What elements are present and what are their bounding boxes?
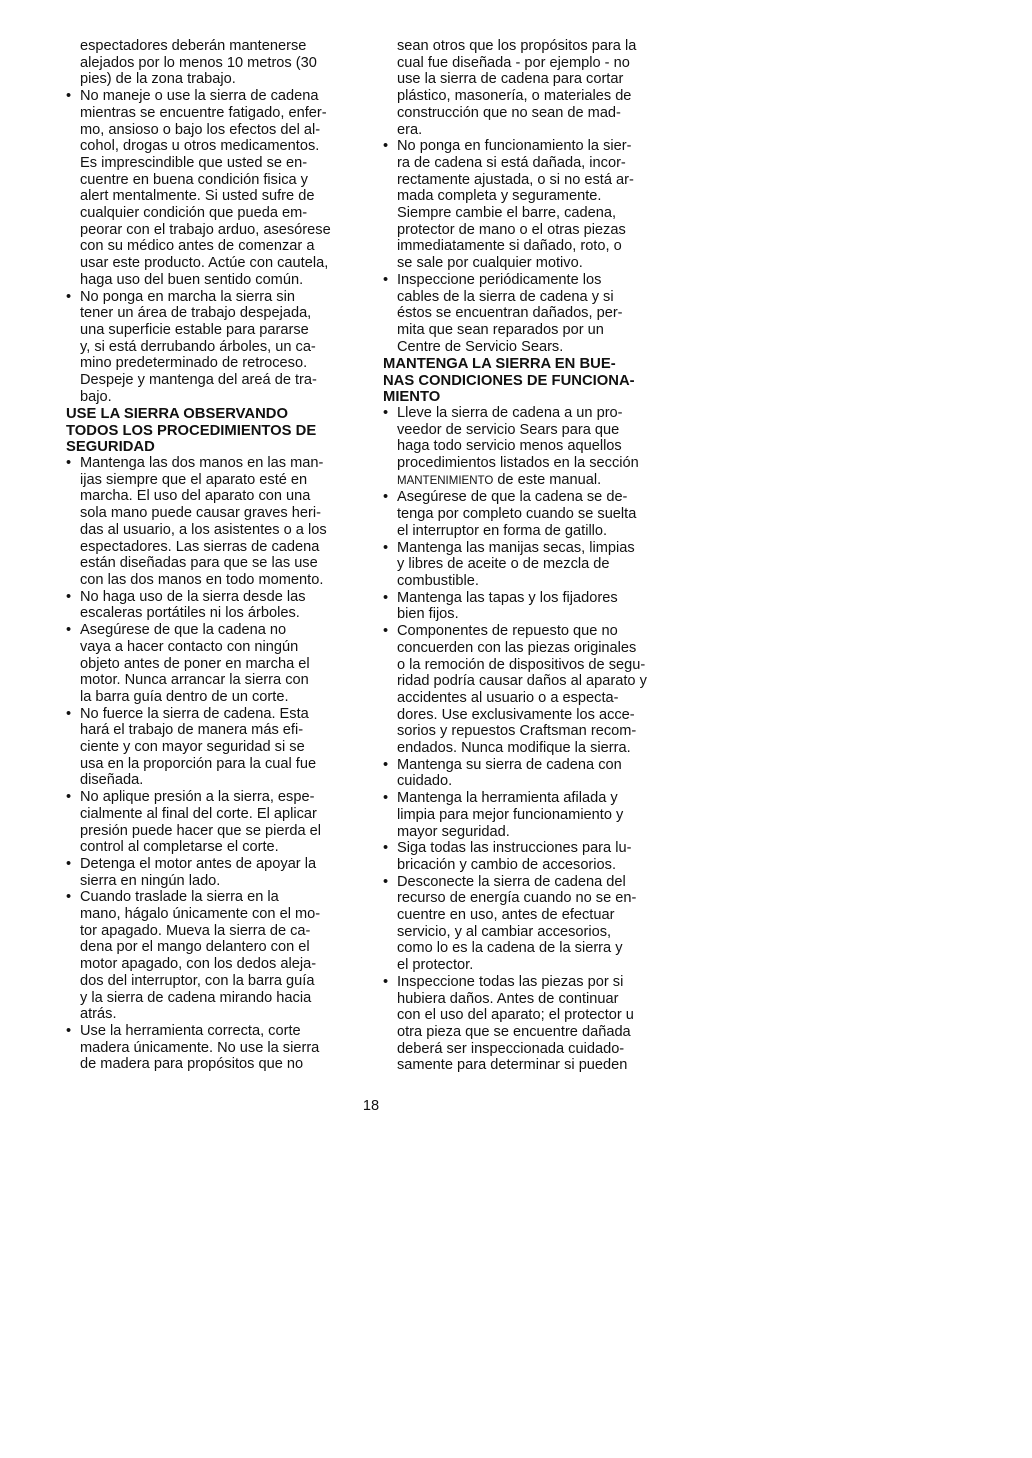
bullet-item: [383, 590, 673, 623]
bullet-dot: •: [383, 840, 389, 857]
bullet-text: No fuerce la sierra de cadena. Esta hará el trabajo de manera más efi- ciente y con mayor seguridad si se usa en la proporción para la cual fue diseñada.: [80, 705, 317, 789]
bullet-dot: •: [383, 404, 389, 421]
bullet-text: No haga uso de la sierra desde las escaleras portátiles ni los árboles.: [80, 588, 306, 622]
bullet-text: No maneje o use la sierra de cadena mientras se encuentre fatigado, enfer- mo, ansioso o bajo los efectos del al- cohol, drogas u otros medicamentos. Es imprescindible que usted se en- cuentre en buena condición fisica y alert mentalmente. Si usted sufre de cualquier condición que pueda em- peorar con el trabajo arduo, asesórese con su médico antes de comenzar a usar este producto. Actúe con cautela, haga uso del buen sentido común.: [80, 88, 331, 288]
bullet-item: [383, 540, 673, 590]
bullet-item: [66, 88, 356, 288]
bullet-item: [66, 622, 356, 706]
right-bullet-list-b: [383, 489, 673, 1074]
bullet-dot: •: [383, 489, 389, 506]
bullet-dot: •: [383, 539, 389, 556]
page-number: 18: [362, 1098, 380, 1114]
bullet-text: No ponga en marcha la sierra sin tener un área de trabajo despejada, una superficie estable para pararse y, si está derrubando árboles, un ca- mino predeterminado de retroceso. Despeje y mantenga del areá de tra- bajo.: [80, 288, 317, 405]
bullet-dot: •: [66, 705, 72, 722]
bullet-dot: •: [66, 88, 72, 105]
bullet-item: [383, 974, 673, 1074]
bullet-dot: •: [66, 588, 72, 605]
bullet-item: [66, 856, 356, 889]
bullet-text: Mantenga su sierra de cadena con cuidado.: [397, 756, 622, 790]
bullet-dot: •: [383, 790, 389, 807]
bullet-text: Mantenga la herramienta afilada y limpia para mejor funcionamiento y mayor seguridad.: [397, 790, 624, 840]
bullet-item: [383, 138, 673, 272]
bullet-text: Inspeccione todas las piezas por si hubiera daños. Antes de continuar con el uso del aparato; el protector u otra pieza que se encuentre dañada deberá ser inspeccionada cuidado- samente para determinar si pueden: [397, 973, 634, 1074]
bullet-text: Mantenga las manijas secas, limpias y libres de aceite o de mezcla de combustible.: [397, 539, 635, 589]
bullet-dot: •: [66, 622, 72, 639]
bullet-item: [383, 790, 673, 840]
bullet-item: [66, 889, 356, 1023]
bullet-item: [383, 874, 673, 974]
bullet-text: Desconecte la sierra de cadena del recurso de energía cuando no se en- cuentre en uso, antes de efectuar servicio, y al cambiar accesorios, como lo es la cadena de la sierra y el protector.: [397, 873, 637, 974]
bullet-dot: •: [383, 138, 389, 155]
bullet-text: Use la herramienta correcta, corte madera únicamente. No use la sierra de madera para propósitos que no: [80, 1022, 320, 1073]
bullet-text: Mantenga las dos manos en las man- ijas siempre que el aparato esté en marcha. El uso del aparato con una sola mano puede causar graves heri- das al usuario, a los asistentes o a los espectadores. Las sierras de cadena están diseñadas para que se las use con las dos manos en todo momento.: [80, 455, 327, 588]
bullet-dot: •: [383, 271, 389, 288]
bullet-text: Mantenga las tapas y los fijadores bien fijos.: [397, 589, 618, 623]
bullet-item: [66, 706, 356, 790]
bullet-item: [66, 455, 356, 589]
bullet-text: Lleve la sierra de cadena a un pro- veedor de servicio Sears para que haga todo servicio menos aquellos procedimientos listados en la sección: [397, 404, 639, 472]
bullet-item: [383, 623, 673, 757]
right-column: [383, 38, 673, 1074]
bullet-text: Inspeccione periódicamente los cables de la sierra de cadena y si éstos se encuentran dañados, per- mita que sean reparados por un Centre de Servicio Sears.: [397, 271, 623, 355]
bullet-text: Detenga el motor antes de apoyar la sierra en ningún lado.: [80, 855, 317, 889]
bullet-dot: •: [383, 589, 389, 606]
bullet-dot: •: [383, 873, 389, 890]
bullet-item: [383, 272, 673, 356]
left-bullet-list-a: [66, 88, 356, 405]
right-bullet-list-a: [383, 138, 673, 355]
bullet-item: [66, 289, 356, 406]
bullet-dot: •: [66, 1022, 72, 1039]
left-intro-paragraph: espectadores deberán mantenerse alejados por lo menos 10 metros (30 pies) de la zona trabajo.: [80, 38, 317, 88]
bullet-dot: •: [383, 973, 389, 990]
bullet-text: Siga todas las instrucciones para lu- bricación y cambio de accesorios.: [397, 840, 632, 873]
bullet-dot: •: [383, 756, 389, 773]
bullet-dot: •: [66, 288, 72, 305]
bullet-dot: •: [66, 855, 72, 872]
bullet-item: [383, 405, 673, 490]
left-column: [66, 38, 356, 1073]
left-bullet-list-b: [66, 455, 356, 1073]
bullet-item: [66, 589, 356, 622]
bullet-item: [383, 757, 673, 790]
bullet-dot: •: [66, 455, 72, 472]
bullet-dot: •: [66, 789, 72, 806]
bullet-item: [383, 840, 673, 873]
bullet-item: [383, 489, 673, 539]
bullet-item: [66, 789, 356, 856]
bullet-text: Asegúrese de que la cadena se de- tenga por completo cuando se suelta el interruptor en forma de gatillo.: [397, 489, 637, 539]
bullet-text: Asegúrese de que la cadena no vaya a hacer contacto con ningún objeto antes de poner en marcha el motor. Nunca arrancar la sierra con la barra guía dentro de un corte.: [80, 622, 310, 705]
bullet-text-end: de este manual.: [493, 471, 602, 488]
section-heading-maintenance: MANTENGA LA SIERRA EN BUE- NAS CONDICIONES DE FUNCIONA- MIENTO: [383, 356, 635, 405]
bullet-text: Componentes de repuesto que no concuerden con las piezas originales o la remoción de dispositivos de segu- ridad podría causar daños al aparato y accidentes al usuario o a especta- dores. Use exclusivamente los acce- sorios y repuestos Craftsman recom- endados. Nunca modifique la sierra.: [397, 623, 647, 757]
bullet-dot: •: [66, 889, 72, 906]
bullet-dot: •: [383, 623, 389, 640]
maintenance-reference: MANTENIMIENTO: [397, 474, 494, 487]
bullet-text: Cuando traslade la sierra en la mano, hágalo únicamente con el mo- tor apagado. Mueva la sierra de ca- dena por el mango delantero con el motor apagado, con los dedos aleja- dos del interruptor, con la barra guía y la sierra de cadena mirando hacia atrás.: [80, 889, 321, 1023]
bullet-text: No aplique presión a la sierra, espe- cialmente al final del corte. El aplicar presión puede hacer que se pierda el control al completarse el corte.: [80, 789, 321, 856]
right-intro-paragraph: sean otros que los propósitos para la cual fue diseñada - por ejemplo - no use la sierra de cadena para cortar plástico, masonería, o materiales de construcción que no sean de mad- era.: [397, 38, 637, 138]
bullet-text: No ponga en funcionamiento la sier- ra de cadena si está dañada, incor- rectamente ajustada, o si no está ar- mada completa y seguramente. Siempre cambie el barre, cadena, protector de mano o el otras piezas immediatamente si dañado, roto, o se sale por cualquier motivo.: [397, 138, 634, 272]
section-heading-safety-procedures: USE LA SIERRA OBSERVANDO TODOS LOS PROCEDIMIENTOS DE SEGURIDAD: [66, 406, 317, 455]
bullet-item: [66, 1023, 356, 1073]
